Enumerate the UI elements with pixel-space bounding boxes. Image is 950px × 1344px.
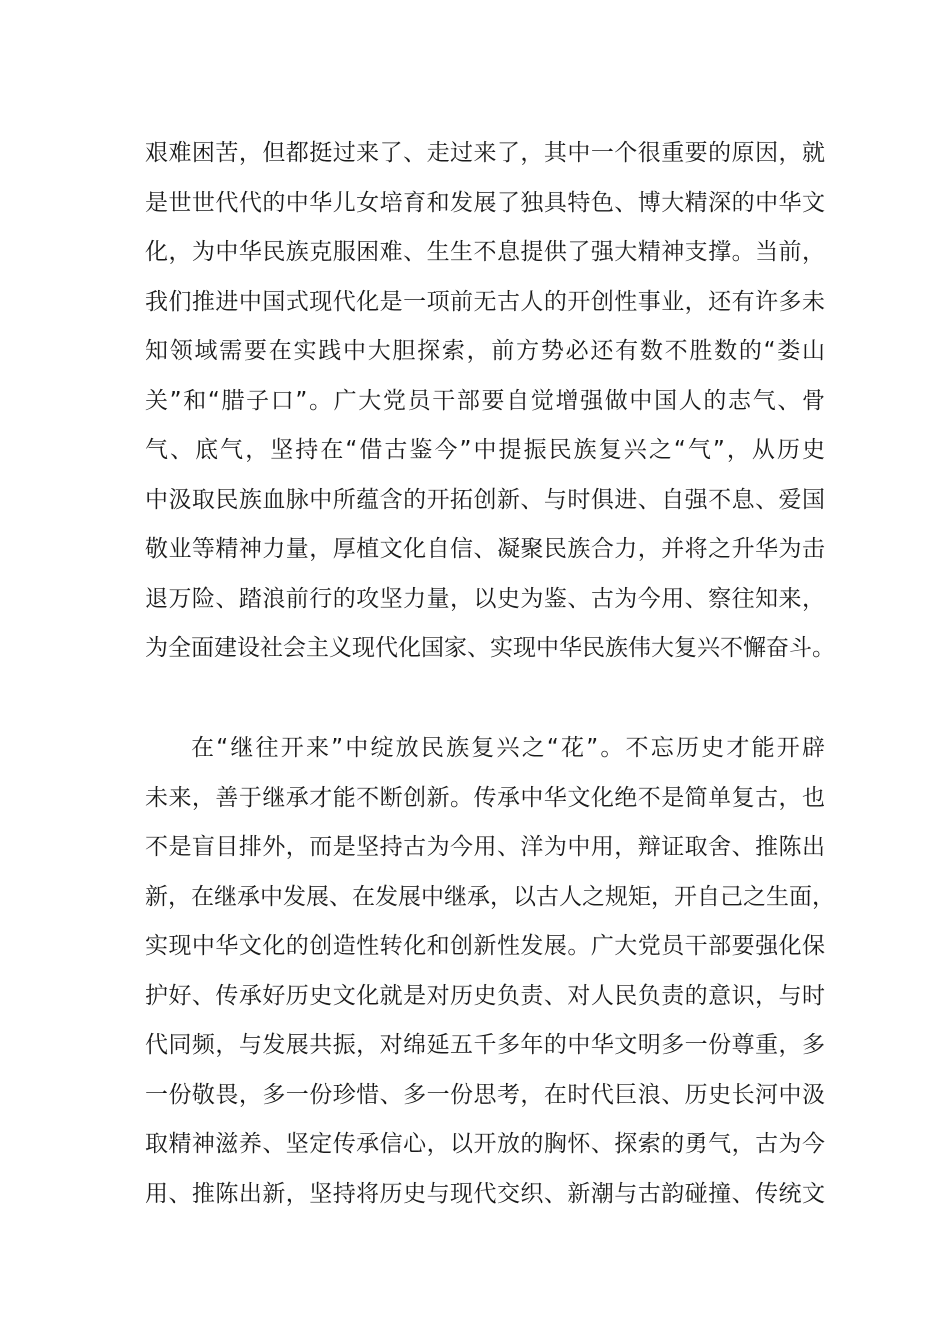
text-line: 关”和“腊子口”。广大党员干部要自觉增强做中国人的志气、骨 — [145, 387, 825, 414]
text-line-first: 在“继往开来”中绽放民族复兴之“花”。不忘历史才能开辟 — [191, 735, 825, 761]
paragraph-2 — [145, 728, 835, 1223]
text-line: 用、推陈出新，坚持将历史与现代交织、新潮与古韵碰撞、传统文 — [145, 1180, 825, 1207]
text-line: 中汲取民族血脉中所蕴含的开拓创新、与时俱进、自强不息、爱国 — [145, 486, 825, 513]
text-line: 取精神滋养、坚定传承信心，以开放的胸怀、探索的勇气，古为今 — [145, 1131, 825, 1157]
text-line: 新，在继承中发展、在发展中继承，以古人之规矩，开自己之生面， — [145, 883, 835, 910]
text-line: 护好、传承好历史文化就是对历史负责、对人民负责的意识，与时 — [145, 982, 825, 1009]
text-line: 不是盲目排外，而是坚持古为今用、洋为中用，辩证取舍、推陈出 — [145, 834, 825, 860]
text-line: 敬业等精神力量，厚植文化自信、凝聚民族合力，并将之升华为击 — [145, 536, 825, 562]
text-line: 我们推进中国式现代化是一项前无古人的开创性事业，还有许多未 — [145, 288, 825, 315]
text-line: 一份敬畏，多一份珍惜、多一份思考，在时代巨浪、历史长河中汲 — [145, 1081, 825, 1108]
text-line: 气、底气，坚持在“借古鉴今”中提振民族复兴之“气”，从历史 — [145, 437, 825, 463]
text-line: 是世世代代的中华儿女培育和发展了独具特色、博大精深的中华文 — [145, 189, 825, 216]
text-line: 知领域需要在实践中大胆探索，前方势必还有数不胜数的“娄山 — [145, 338, 825, 364]
paragraph-1 — [145, 133, 835, 678]
text-line: 为全面建设社会主义现代化国家、实现中华民族伟大复兴不懈奋斗。 — [145, 635, 835, 661]
text-line: 化，为中华民族克服困难、生生不息提供了强大精神支撑。当前， — [145, 239, 825, 265]
text-line: 艰难困苦，但都挺过来了、走过来了，其中一个很重要的原因，就 — [145, 140, 825, 166]
text-line: 代同频，与发展共振，对绵延五千多年的中华文明多一份尊重，多 — [145, 1032, 825, 1058]
text-line: 实现中华文化的创造性转化和创新性发展。广大党员干部要强化保 — [145, 933, 825, 959]
text-line: 未来，善于继承才能不断创新。传承中华文化绝不是简单复古，也 — [145, 784, 825, 811]
text-line: 退万险、踏浪前行的攻坚力量，以史为鉴、古为今用、察往知来， — [145, 585, 825, 612]
